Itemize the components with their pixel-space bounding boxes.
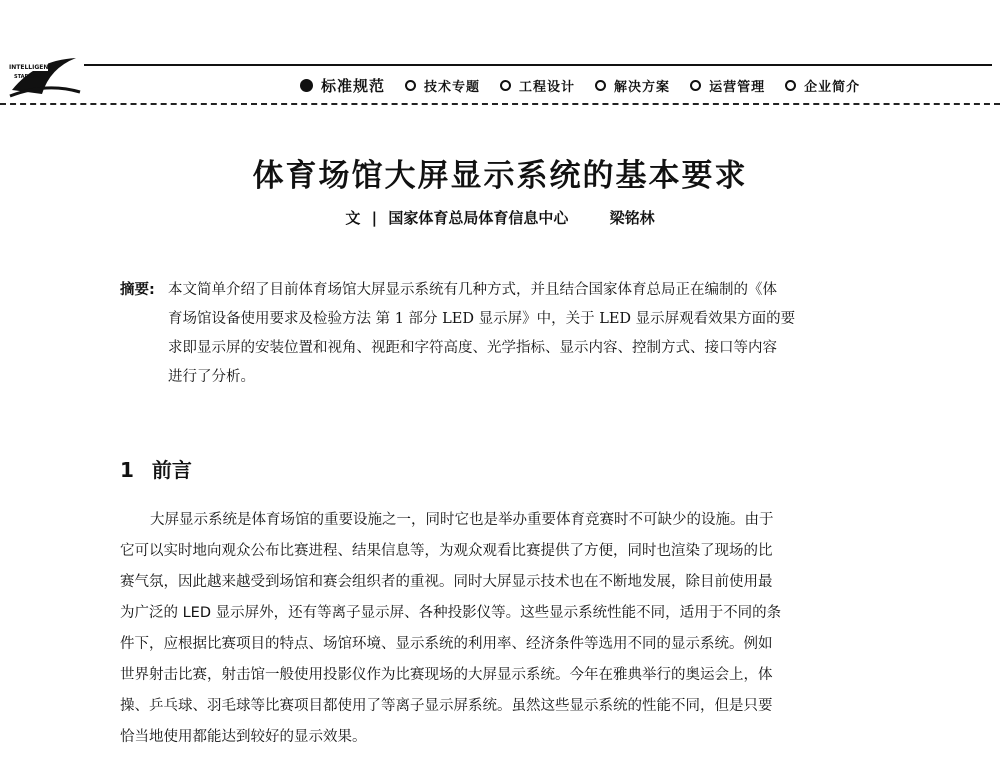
filled-circle-icon <box>300 79 313 92</box>
article-title: 体育场馆大屏显示系统的基本要求 <box>252 158 748 194</box>
section-number: 1 <box>120 458 134 482</box>
nav-item-engineering-design[interactable] <box>500 76 575 95</box>
body-line: 件下，应根据比赛项目的特点、场馆环境、显示系统的利用率、经济条件等选用不同的显示系统。例如 <box>120 636 773 652</box>
nav-item-label: 解决方案 <box>614 79 671 95</box>
body-paragraph <box>120 505 930 753</box>
nav-item-standards[interactable] <box>300 75 385 96</box>
byline-separator: | <box>371 209 378 227</box>
circle-icon <box>500 80 511 91</box>
byline <box>0 207 1000 228</box>
circle-icon <box>595 80 606 91</box>
nav-item-company-profile[interactable] <box>785 76 860 95</box>
nav-item-technical-topics[interactable] <box>405 76 480 95</box>
magazine-logo-icon <box>6 52 84 102</box>
header-nav <box>300 74 880 96</box>
logo-text-bottom: STADIUM <box>14 74 40 80</box>
nav-item-label: 工程设计 <box>519 79 576 95</box>
nav-item-label: 运营管理 <box>709 79 766 95</box>
body-line: 为广泛的 LED 显示屏外，还有等离子显示屏、各种投影仪等。这些显示系统性能不同，适用于不同的条 <box>120 605 782 621</box>
body-line: 大屏显示系统是体育场馆的重要设施之一，同时它也是举办重要体育竞赛时不可缺少的设施。由于 <box>150 512 774 528</box>
byline-author: 梁铭林 <box>609 209 655 227</box>
abstract-line: 本文简单介绍了目前体育场馆大屏显示系统有几种方式，并且结合国家体育总局正在编制的《体 <box>168 282 777 298</box>
abstract-line: 育场馆设备使用要求及检验方法 第 1 部分 LED 显示屏》中，关于 LED 显示屏观看效果方面的要 <box>168 311 796 327</box>
abstract-label: 摘要: <box>120 282 155 298</box>
byline-prefix: 文 <box>345 209 361 227</box>
nav-item-solutions[interactable] <box>595 76 670 95</box>
header-dashed-divider <box>0 103 1000 105</box>
logo-text-top: INTELLIGENT <box>9 64 53 71</box>
abstract-line: 求即显示屏的安装位置和视角、视距和字符高度、光学指标、显示内容、控制方式、接口等内容 <box>168 340 777 356</box>
body-line: 它可以实时地向观众公布比赛进程、结果信息等，为观众观看比赛提供了方便，同时也渲染了现场的比 <box>120 543 773 559</box>
section-title: 前言 <box>151 458 192 482</box>
nav-item-label: 技术专题 <box>424 79 481 95</box>
nav-item-label: 标准规范 <box>321 76 386 95</box>
nav-item-label: 企业简介 <box>804 79 861 95</box>
nav-item-operations[interactable] <box>690 76 765 95</box>
header-rule <box>84 64 992 66</box>
byline-organization: 国家体育总局体育信息中心 <box>388 209 569 227</box>
circle-icon <box>785 80 796 91</box>
circle-icon <box>405 80 416 91</box>
abstract <box>120 276 920 392</box>
body-line: 恰当地使用都能达到较好的显示效果。 <box>120 729 367 745</box>
body-line: 操、乒乓球、羽毛球等比赛项目都使用了等离子显示屏系统。虽然这些显示系统的性能不同，但是只要 <box>120 698 773 714</box>
circle-icon <box>690 80 701 91</box>
abstract-line: 进行了分析。 <box>168 369 255 385</box>
magazine-logo <box>6 52 84 102</box>
body-line: 世界射击比赛，射击馆一般使用投影仪作为比赛现场的大屏显示系统。今年在雅典举行的奥运会上，体 <box>120 667 773 683</box>
section-heading <box>120 454 192 483</box>
body-line: 赛气氛，因此越来越受到场馆和赛会组织者的重视。同时大屏显示技术也在不断地发展，除目前使用最 <box>120 574 773 590</box>
